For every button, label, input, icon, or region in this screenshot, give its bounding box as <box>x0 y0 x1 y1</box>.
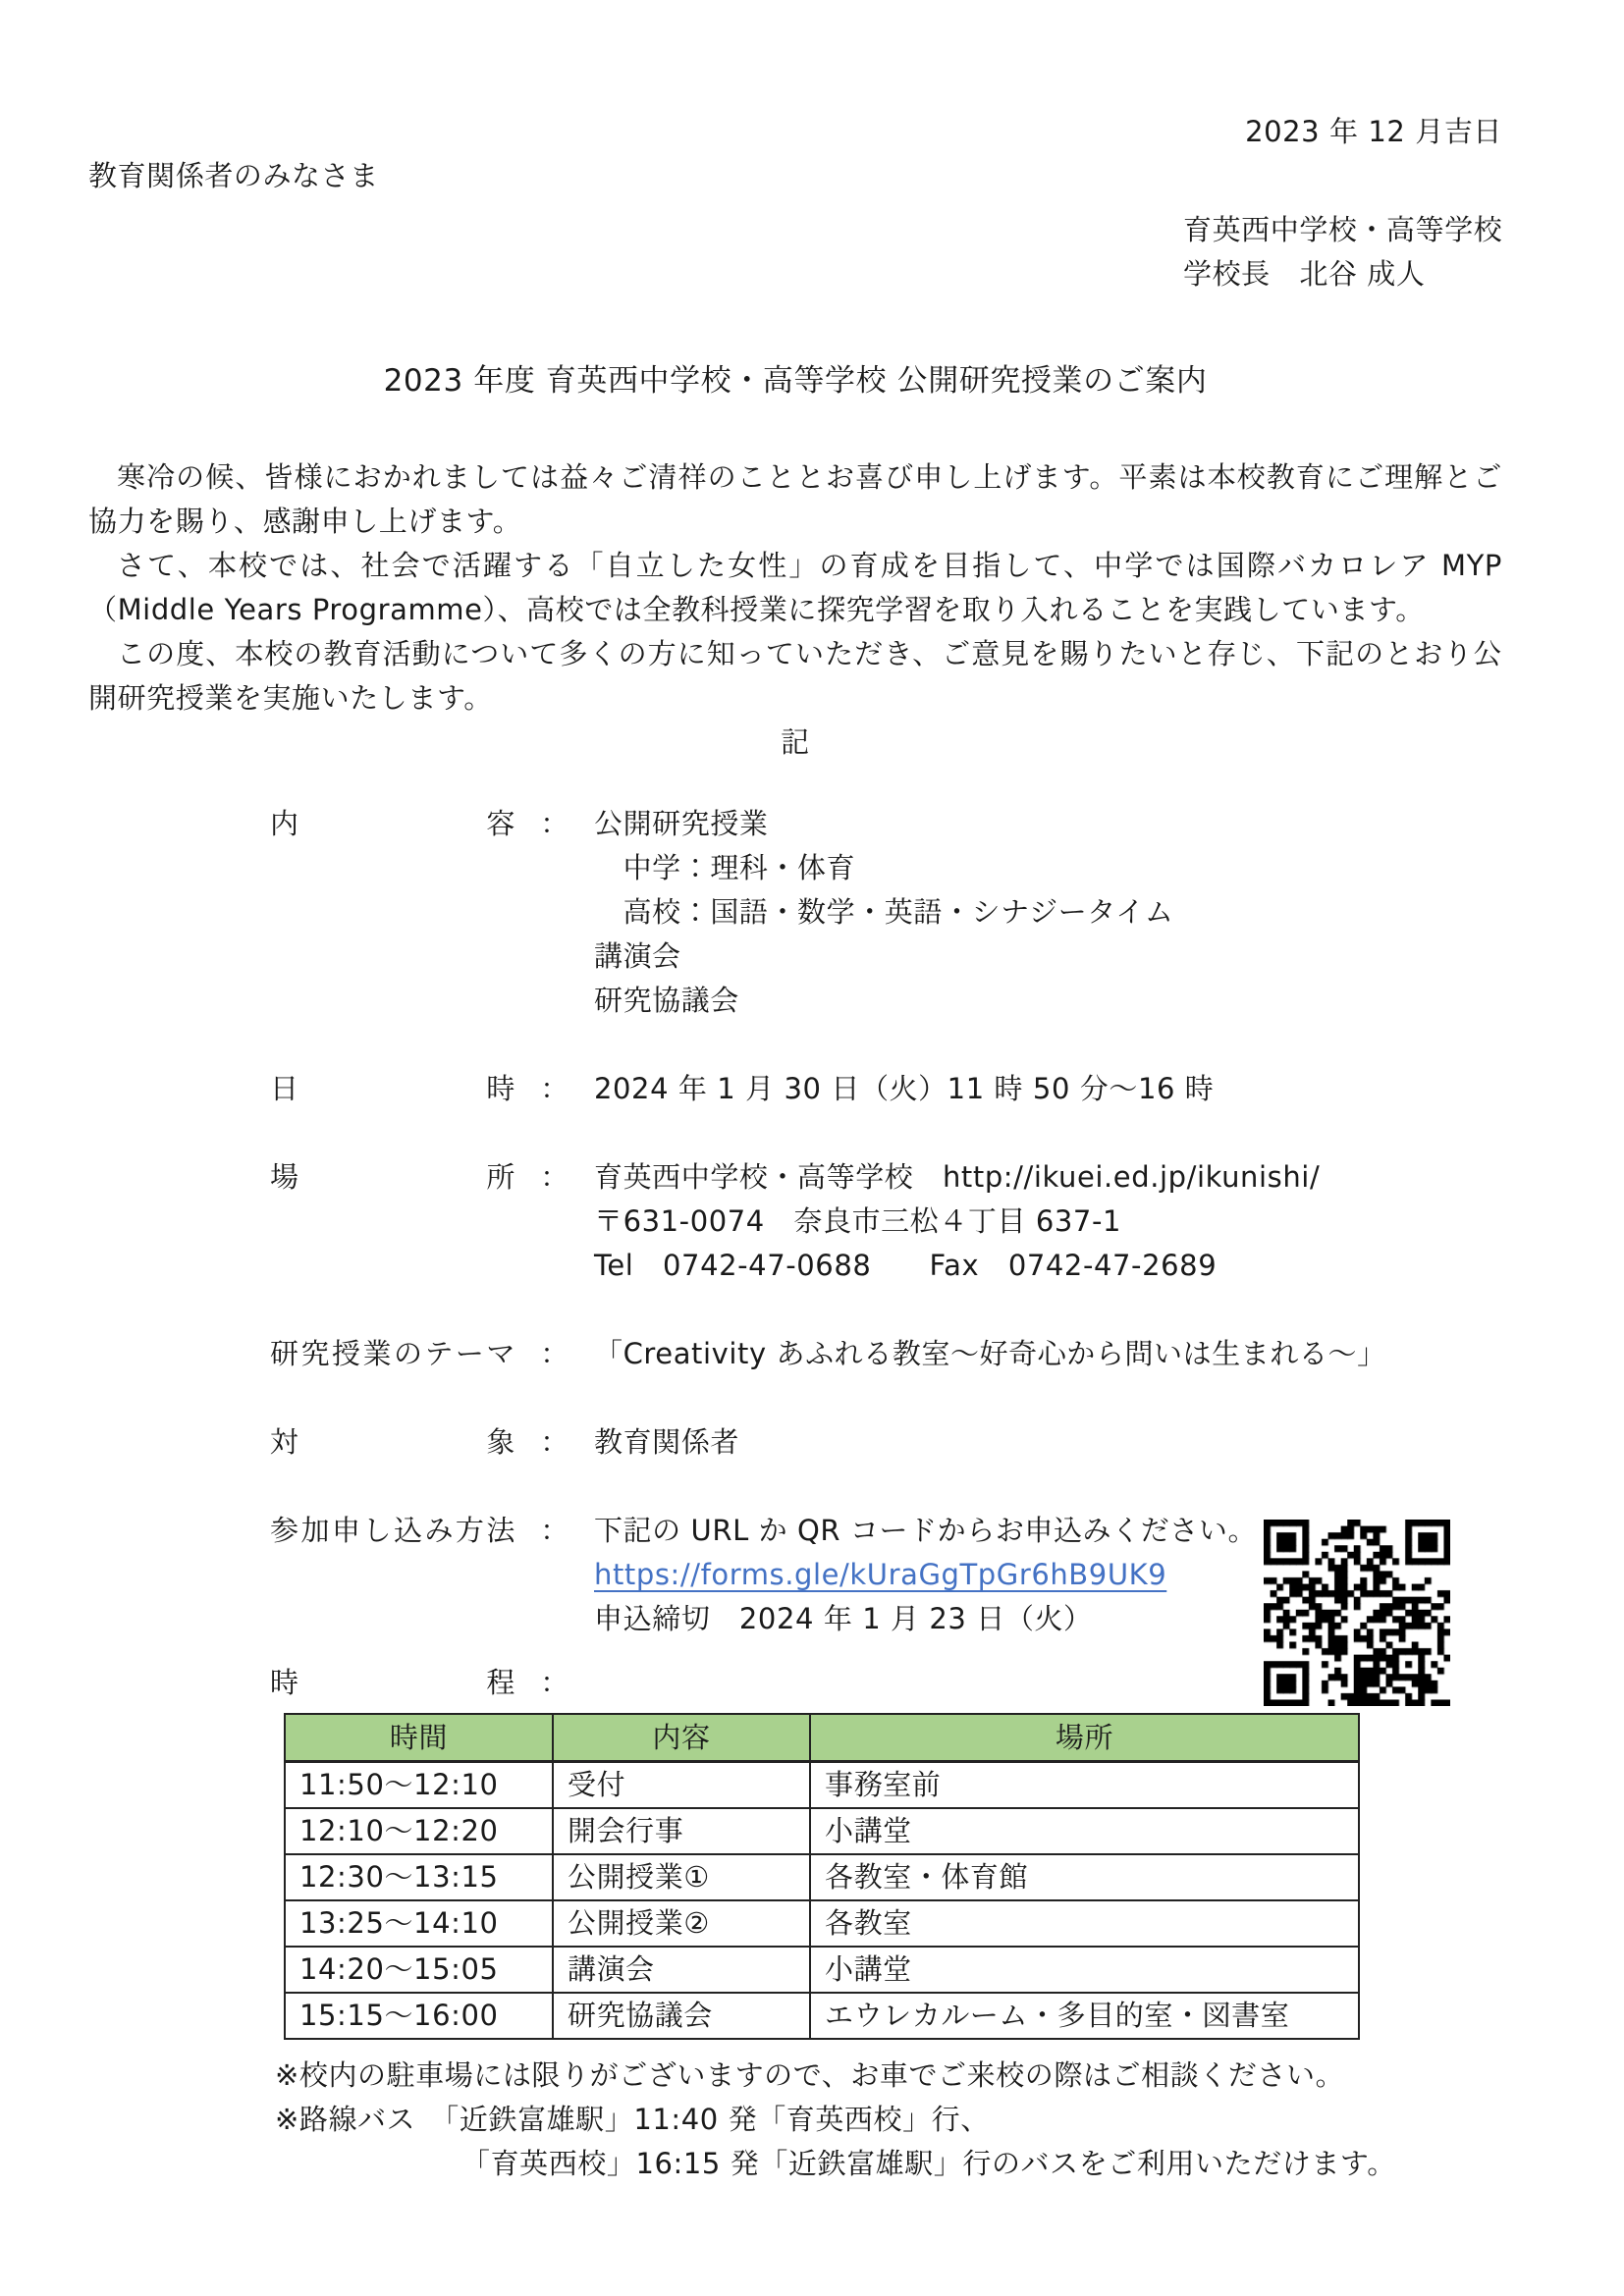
detail-colon: ： <box>540 1425 569 1459</box>
schedule-cell-time: 12:30～13:15 <box>285 1854 553 1900</box>
place-line: Tel 0742-47-0688 Fax 0742-47-2689 <box>594 1249 1218 1282</box>
application-intro: 下記の URL か QR コードからお申込みください。 <box>594 1514 1258 1547</box>
detail-colon: ： <box>540 1072 569 1105</box>
schedule-header-cell: 内容 <box>553 1714 810 1762</box>
note-bus-line2: 「育英西校」16:15 発「近鉄富雄駅」行のバスをご利用いただけます。 <box>461 2147 1396 2180</box>
detail-label-datetime: 日時 <box>270 1072 515 1105</box>
document-title: 2023 年度 育英西中学校・高等学校 公開研究授業のご案内 <box>383 363 1208 399</box>
sender-block <box>1183 208 1502 296</box>
application-deadline: 申込締切 2024 年 1 月 23 日（火） <box>594 1602 1093 1635</box>
schedule-header-cell: 時間 <box>285 1714 553 1762</box>
detail-value-content <box>594 802 1502 1023</box>
detail-value-theme: 「Creativity あふれる教室～好奇心から問いは生まれる～」 <box>594 1337 1386 1370</box>
paragraph: 寒冷の候、皆様におかれましては益々ご清祥のこととお喜び申し上げます。平素は本校教育にご理解とご協力を賜り、感謝申し上げます。 <box>88 460 1502 538</box>
issue-date: 2023 年 12 月吉日 <box>1245 115 1502 148</box>
schedule-cell-activity: 公開授業① <box>553 1854 810 1900</box>
sender-school: 育英西中学校・高等学校 <box>1183 213 1503 246</box>
detail-row-theme <box>88 1332 1502 1376</box>
schedule-cell-place: 各教室 <box>810 1900 1359 1947</box>
sender-principal: 学校長 北谷 成人 <box>1183 257 1426 291</box>
detail-row-datetime <box>88 1067 1502 1111</box>
place-line: 〒631-0074 奈良市三松４丁目 637-1 <box>594 1204 1122 1238</box>
schedule-cell-activity: 研究協議会 <box>553 1993 810 2039</box>
detail-colon: ： <box>540 1160 569 1194</box>
paragraph: この度、本校の教育活動について多くの方に知っていただき、ご意見を賜りたいと存じ、下記のとおり公開研究授業を実施いたします。 <box>88 637 1502 715</box>
paragraph: さて、本校では、社会で活躍する「自立した女性」の育成を目指して、中学では国際バカロレア MYP（Middle Years Programme）、高校では全教科授業に探究学習を取り入れることを実践しています。 <box>88 549 1502 626</box>
schedule-row <box>285 1762 1359 1809</box>
schedule-row <box>285 1993 1359 2039</box>
schedule-cell-activity: 公開授業② <box>553 1900 810 1947</box>
detail-label-place: 場所 <box>270 1160 515 1194</box>
detail-label-content: 内容 <box>270 807 515 840</box>
schedule-row <box>285 1808 1359 1854</box>
schedule-table <box>284 1713 1360 2040</box>
detail-colon: ： <box>540 1666 569 1699</box>
detail-label-schedule: 時程 <box>270 1666 515 1699</box>
note-bus-line1: ※路線バス 「近鉄富雄駅」11:40 発「育英西校」行、 <box>275 2103 990 2136</box>
schedule-cell-time: 13:25～14:10 <box>285 1900 553 1947</box>
detail-value-datetime: 2024 年 1 月 30 日（火）11 時 50 分～16 時 <box>594 1072 1215 1105</box>
detail-value-place <box>594 1155 1502 1288</box>
place-line: 育英西中学校・高等学校 http://ikuei.ed.jp/ikunishi/ <box>594 1160 1321 1194</box>
detail-colon: ： <box>540 1337 569 1370</box>
qr-code <box>1264 1520 1450 1706</box>
schedule-row <box>285 1900 1359 1947</box>
schedule-cell-place: 小講堂 <box>810 1947 1359 1993</box>
schedule-header-row <box>285 1714 1359 1762</box>
recipient: 教育関係者のみなさま <box>88 159 379 192</box>
application-url-link[interactable]: https://forms.gle/kUraGgTpGr6hB9UK9 <box>594 1558 1167 1591</box>
schedule-cell-place: エウレカルーム・多目的室・図書室 <box>810 1993 1359 2039</box>
schedule-cell-activity: 講演会 <box>553 1947 810 1993</box>
schedule-row <box>285 1854 1359 1900</box>
detail-colon: ： <box>540 807 569 840</box>
detail-colon: ： <box>540 1514 569 1547</box>
notes-section <box>275 2054 1502 2186</box>
schedule-table-body <box>285 1762 1359 2040</box>
note-parking: ※校内の駐車場には限りがございますので、お車でご来校の際はご相談ください。 <box>275 2058 1345 2092</box>
detail-label-application: 参加申し込み方法 <box>270 1514 515 1547</box>
schedule-cell-place: 各教室・体育館 <box>810 1854 1359 1900</box>
body-paragraphs <box>88 455 1502 721</box>
ki-marker: 記 <box>781 725 810 759</box>
schedule-cell-place: 小講堂 <box>810 1808 1359 1854</box>
detail-row-content <box>88 802 1502 1023</box>
detail-value-target: 教育関係者 <box>594 1425 739 1459</box>
detail-label-theme: 研究授業のテーマ <box>270 1337 515 1370</box>
schedule-cell-time: 14:20～15:05 <box>285 1947 553 1993</box>
schedule-cell-place: 事務室前 <box>810 1762 1359 1809</box>
schedule-row <box>285 1947 1359 1993</box>
detail-row-place <box>88 1155 1502 1288</box>
schedule-header-cell: 場所 <box>810 1714 1359 1762</box>
detail-label-target: 対象 <box>270 1425 515 1459</box>
content-line: 中学：理科・体育 <box>594 851 856 884</box>
content-line: 高校：国語・数学・英語・シナジータイム <box>594 895 1174 929</box>
schedule-cell-activity: 開会行事 <box>553 1808 810 1854</box>
schedule-cell-time: 11:50～12:10 <box>285 1762 553 1809</box>
schedule-cell-time: 15:15～16:00 <box>285 1993 553 2039</box>
schedule-cell-activity: 受付 <box>553 1762 810 1809</box>
detail-row-target <box>88 1420 1502 1465</box>
content-line: 公開研究授業 <box>594 807 769 840</box>
content-line: 講演会 <box>594 939 681 973</box>
content-line: 研究協議会 <box>594 984 739 1017</box>
schedule-cell-time: 12:10～12:20 <box>285 1808 553 1854</box>
